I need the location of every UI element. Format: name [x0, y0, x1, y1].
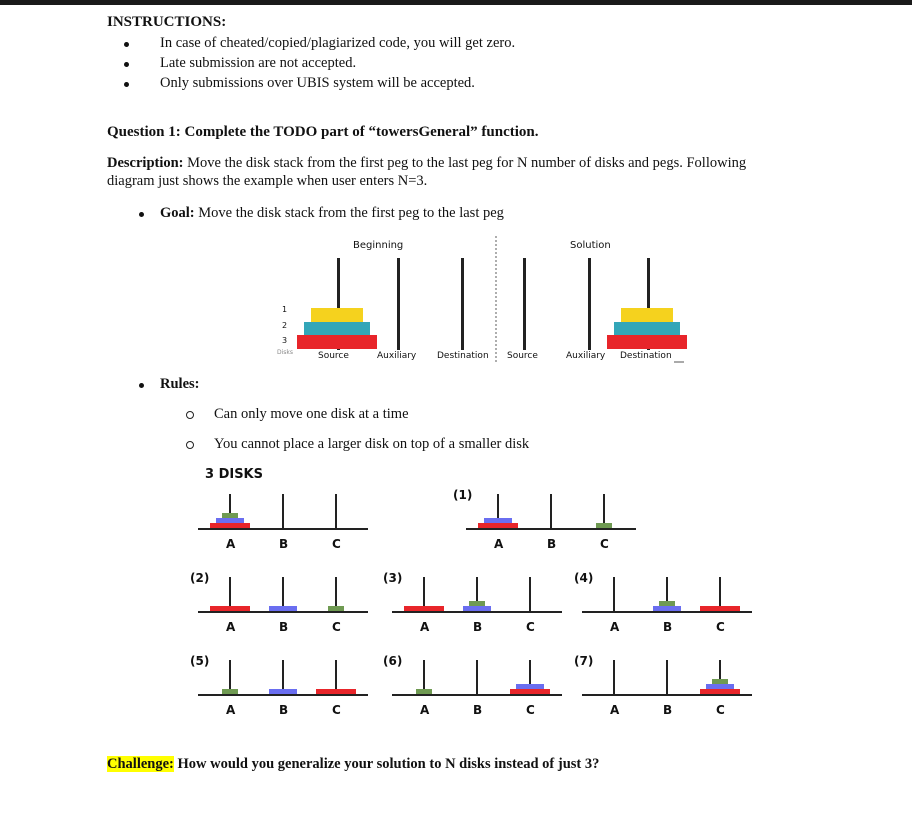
disk — [706, 684, 734, 689]
peg-letter: B — [279, 537, 289, 551]
solution-state — [523, 258, 687, 350]
disk — [269, 689, 297, 694]
peg-letter: C — [526, 620, 535, 634]
peg-label-auxiliary: Auxiliary — [377, 351, 417, 361]
disk-1 — [621, 308, 673, 322]
peg-rod — [282, 577, 284, 611]
disk — [700, 606, 740, 611]
peg-base — [582, 694, 752, 696]
bullet-icon — [139, 383, 144, 388]
step-diagram — [582, 577, 752, 613]
peg-letter: A — [420, 620, 430, 634]
peg-letter: C — [600, 537, 609, 551]
peg-letter: A — [610, 620, 620, 634]
step-diagram — [198, 494, 368, 530]
peg-base — [582, 611, 752, 613]
rule-item: You cannot place a larger disk on top of a smaller disk — [214, 436, 530, 452]
peg-letter: B — [663, 620, 673, 634]
peg-rod — [335, 660, 337, 694]
peg-auxiliary — [397, 258, 400, 350]
peg-letter: C — [716, 703, 725, 717]
disk — [328, 606, 344, 611]
disk — [210, 523, 250, 528]
peg-rod — [282, 660, 284, 694]
peg-label-destination: Destination — [437, 351, 489, 361]
peg-rod — [423, 577, 425, 611]
peg-rod — [282, 494, 284, 528]
peg-rod — [335, 494, 337, 528]
step-diagram — [582, 660, 752, 696]
instruction-item: Late submission are not accepted. — [160, 55, 357, 71]
steps-diagrams — [198, 494, 752, 696]
peg-rod — [719, 577, 721, 611]
disk — [484, 518, 512, 523]
peg-letter: B — [473, 703, 483, 717]
sub-bullet-icon — [186, 441, 194, 449]
step-diagram — [466, 494, 636, 530]
peg-letter: C — [332, 620, 341, 634]
disk — [463, 606, 491, 611]
disk — [510, 689, 550, 694]
disk — [596, 523, 612, 528]
peg-rod — [603, 494, 605, 528]
peg-letter: B — [279, 620, 289, 634]
step-label: (5) — [190, 654, 210, 668]
peg-rod — [613, 660, 615, 694]
disk-2 — [614, 322, 680, 335]
peg-label-destination: Destination — [620, 351, 672, 361]
peg-rod — [666, 660, 668, 694]
peg-base — [198, 694, 368, 696]
disk-2 — [304, 322, 370, 335]
peg-rod — [613, 577, 615, 611]
disk — [469, 601, 485, 606]
instructions-title: INSTRUCTIONS: — [107, 14, 227, 30]
disk — [700, 689, 740, 694]
peg-letter: B — [279, 703, 289, 717]
peg-rod — [229, 660, 231, 694]
peg-letter: C — [332, 537, 341, 551]
disk — [659, 601, 675, 606]
disk — [712, 679, 728, 684]
disk-number: 2 — [282, 321, 288, 330]
description-label: Description: — [107, 155, 184, 171]
peg-rod — [476, 660, 478, 694]
solution-label: Solution — [570, 240, 611, 251]
question-title: Question 1: Complete the TODO part of “towersGeneral” function. — [107, 124, 539, 140]
step-label: (2) — [190, 571, 210, 585]
description-text: Move the disk stack from the first peg to the last peg for N number of disks and pegs. Following diagram just shows the example when user enters N=3. — [107, 155, 747, 189]
peg-base — [392, 694, 562, 696]
peg-destination — [461, 258, 464, 350]
step-diagram — [392, 660, 562, 696]
peg-letter: A — [226, 703, 236, 717]
step-diagram — [392, 577, 562, 613]
disk-3 — [607, 335, 687, 349]
step-diagram — [198, 660, 368, 696]
disk — [210, 606, 250, 611]
steps-heading: 3 DISKS — [205, 467, 263, 482]
peg-label-auxiliary: Auxiliary — [566, 351, 606, 361]
disk — [316, 689, 356, 694]
peg-letter: A — [420, 703, 430, 717]
peg-letter: B — [473, 620, 483, 634]
peg-rod — [423, 660, 425, 694]
rule-item: Can only move one disk at a time — [214, 406, 409, 422]
disk — [404, 606, 444, 611]
peg-rod — [550, 494, 552, 528]
step-label: (3) — [383, 571, 403, 585]
peg-label-source: Source — [507, 351, 538, 361]
instruction-item: In case of cheated/copied/plagiarized code, you will get zero. — [160, 35, 516, 51]
disk — [222, 689, 238, 694]
beginning-label: Beginning — [353, 240, 404, 251]
goal-label: Goal: — [160, 205, 195, 221]
peg-base — [392, 611, 562, 613]
peg-letter: C — [716, 620, 725, 634]
disk — [216, 518, 244, 523]
disk — [269, 606, 297, 611]
peg-source — [523, 258, 526, 350]
disk-1 — [311, 308, 363, 322]
disk-number: 3 — [282, 336, 288, 345]
peg-letter: A — [226, 620, 236, 634]
disks-label: Disks — [277, 349, 294, 356]
peg-letter: A — [610, 703, 620, 717]
peg-rod — [529, 577, 531, 611]
step-label: (1) — [453, 488, 473, 502]
peg-letter: C — [526, 703, 535, 717]
disk — [478, 523, 518, 528]
step-diagram — [198, 577, 368, 613]
peg-letter: A — [494, 537, 504, 551]
beginning-state — [297, 258, 464, 350]
peg-label-source: Source — [318, 351, 349, 361]
peg-base — [466, 528, 636, 530]
peg-letter: A — [226, 537, 236, 551]
peg-base — [198, 528, 368, 530]
disk — [222, 513, 238, 518]
challenge-label: Challenge: — [107, 756, 174, 772]
peg-letter: B — [663, 703, 673, 717]
step-label: (4) — [574, 571, 594, 585]
disk-3 — [297, 335, 377, 349]
challenge-line — [107, 756, 599, 773]
goal-text: Move the disk stack from the first peg to the last peg — [194, 205, 504, 221]
peg-rod — [335, 577, 337, 611]
sub-bullet-icon — [186, 411, 194, 419]
peg-rod — [229, 577, 231, 611]
peg-letter: B — [547, 537, 557, 551]
disk — [416, 689, 432, 694]
disk-number: 1 — [282, 305, 288, 314]
disk — [516, 684, 544, 689]
challenge-text: How would you generalize your solution to N disks instead of just 3? — [173, 756, 600, 772]
step-label: (7) — [574, 654, 594, 668]
step-label: (6) — [383, 654, 403, 668]
rules-title: Rules: — [160, 376, 200, 392]
instruction-item: Only submissions over UBIS system will be accepted. — [160, 75, 475, 91]
peg-auxiliary — [588, 258, 591, 350]
peg-base — [198, 611, 368, 613]
peg-letter: C — [332, 703, 341, 717]
disk — [653, 606, 681, 611]
